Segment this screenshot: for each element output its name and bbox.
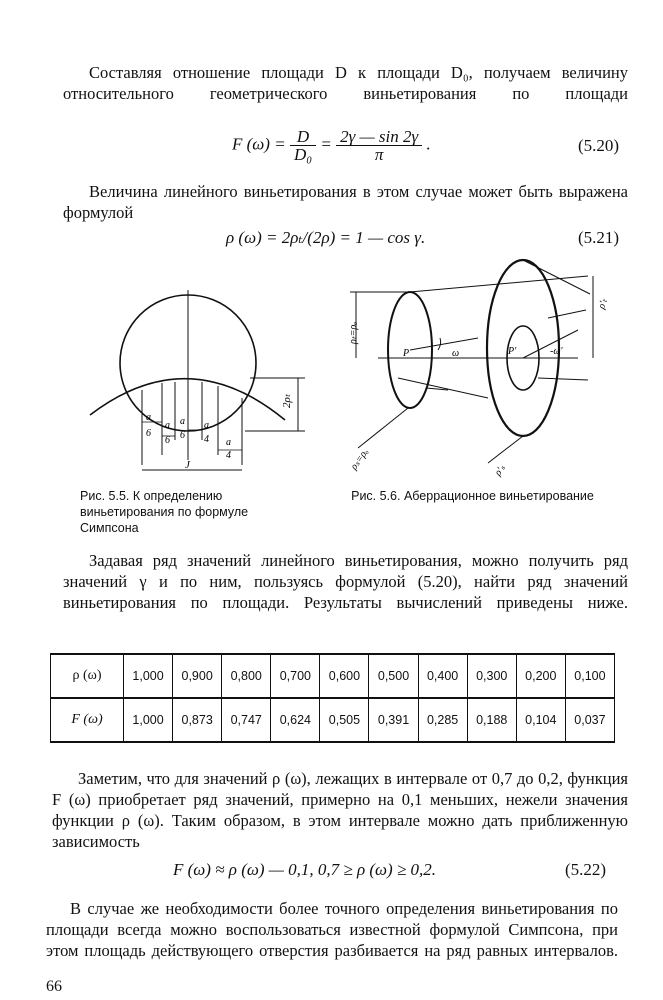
page-number: 66 <box>46 978 62 995</box>
figure-5-5 <box>80 290 315 485</box>
fig55-label-4b: 4 <box>204 434 209 445</box>
table-cell: 1,000 <box>124 698 173 742</box>
paragraph-1: Составляя отношение площади D к площади D₀, получаем величину относительного геометрического виньетирования по площади <box>63 63 628 103</box>
eq520-frac2-num: 2γ — sin 2γ <box>336 128 422 146</box>
table-cell: 0,188 <box>467 698 516 742</box>
paragraph-5: В случае же необходимости более точного определения виньетирования по площади всегда можно воспользоваться известной формулой Симпсона, при этом площадь действующего отверстия разбивается на ряд равных интервалов. <box>46 899 618 960</box>
fig55-caption: Рис. 5.5. К определению виньетирования по формуле Симпсона <box>80 489 249 535</box>
eq520-lhs: F (ω) = <box>232 134 286 154</box>
fig55-label-1b: 6 <box>146 428 151 439</box>
results-table <box>50 653 615 743</box>
eq522-number: (5.22) <box>565 860 607 879</box>
paragraph-2: Величина линейного виньетирования в этом случае может быть выражена формулой <box>63 182 628 222</box>
table-cell: 0,900 <box>173 654 222 698</box>
table-cell: 0,873 <box>173 698 222 742</box>
table-cell: 0,400 <box>418 654 467 698</box>
table-cell: 0,200 <box>516 654 565 698</box>
fig56-label-p2: P' <box>508 346 517 357</box>
table-row <box>51 698 615 742</box>
equation-5-22: F (ω) ≈ ρ (ω) — 0,1, 0,7 ≥ ρ (ω) ≥ 0,2. <box>173 860 437 879</box>
figure-5-6 <box>338 258 608 483</box>
fig55-label-5: a <box>226 437 231 448</box>
paragraph-4: Заметим, что для значений ρ (ω), лежащих в интервале от 0,7 до 0,2, функция F (ω) приобретает ряд значений, примерно на 0,1 меньших, нежели значения функции ρ (ω). Таким образом, в этом интервале можно дать приближенную зависимость <box>52 769 628 851</box>
fig56-label-bottom-left: ρₛ=ρₒ <box>348 446 371 473</box>
paragraph-3: Задавая ряд значений линейного виньетирования, можно получить ряд значений γ и по ним, пользуясь формулой (5.20), найти ряд значений виньетирования по площади. Результаты вычислений приведены ниже. <box>63 551 628 612</box>
table-row-head: ρ (ω) <box>51 654 124 698</box>
eq520-frac1 <box>290 128 316 163</box>
table-cell: 0,285 <box>418 698 467 742</box>
table-cell: 0,600 <box>320 654 369 698</box>
eq520-frac2-den: π <box>374 145 384 164</box>
table-cell: 0,391 <box>369 698 418 742</box>
table-cell: 0,500 <box>369 654 418 698</box>
table-row-head: F (ω) <box>51 698 124 742</box>
fig56-caption: Рис. 5.6. Аберрационное виньетирование <box>351 489 594 503</box>
table-cell: 0,747 <box>222 698 271 742</box>
eq520-eqsign: = <box>320 134 332 154</box>
table-cell: 1,000 <box>124 654 173 698</box>
table-cell: 0,300 <box>467 654 516 698</box>
fig55-label-3b: 6 <box>180 430 185 441</box>
equation-5-20 <box>232 128 431 163</box>
table-cell: 0,800 <box>222 654 271 698</box>
fig55-label-1: a <box>146 412 151 423</box>
table-cell: 0,104 <box>516 698 565 742</box>
fig56-label-p: P <box>403 348 410 359</box>
table-cell: 0,100 <box>565 654 614 698</box>
fig56-label-bottom-right: ρ'ₛ <box>492 462 508 479</box>
fig56-label-omega2: -ω' <box>550 346 563 357</box>
fig55-label-J: J <box>185 459 190 471</box>
table-cell: 0,505 <box>320 698 369 742</box>
fig55-label-4: a <box>204 420 209 431</box>
fig55-label-5b: 4 <box>226 450 231 461</box>
fig55-label-2: a <box>165 420 170 431</box>
fig55-label-3: a <box>180 416 185 427</box>
table-cell: 0,624 <box>271 698 320 742</box>
fig55-label-2p: 2ρₜ <box>281 393 293 408</box>
table-cell: 0,700 <box>271 654 320 698</box>
equation-5-21: ρ (ω) = 2ρₜ/(2ρ) = 1 — cos γ. <box>226 228 426 247</box>
table-row <box>51 654 615 698</box>
fig56-label-right: ρ'ₜ <box>596 297 610 311</box>
eq520-number: (5.20) <box>578 136 620 155</box>
table-cell: 0,037 <box>565 698 614 742</box>
eq520-frac1-num: D <box>290 128 316 146</box>
eq520-frac1-den: D₀ <box>293 145 313 164</box>
eq520-dot: . <box>426 134 431 154</box>
eq520-frac2 <box>336 128 422 163</box>
fig55-label-2b: 6 <box>165 435 170 446</box>
eq521-number: (5.21) <box>578 228 620 247</box>
fig56-label-omega: ω <box>452 348 460 359</box>
fig56-label-left: ρₜ=ρₒ <box>348 321 359 344</box>
